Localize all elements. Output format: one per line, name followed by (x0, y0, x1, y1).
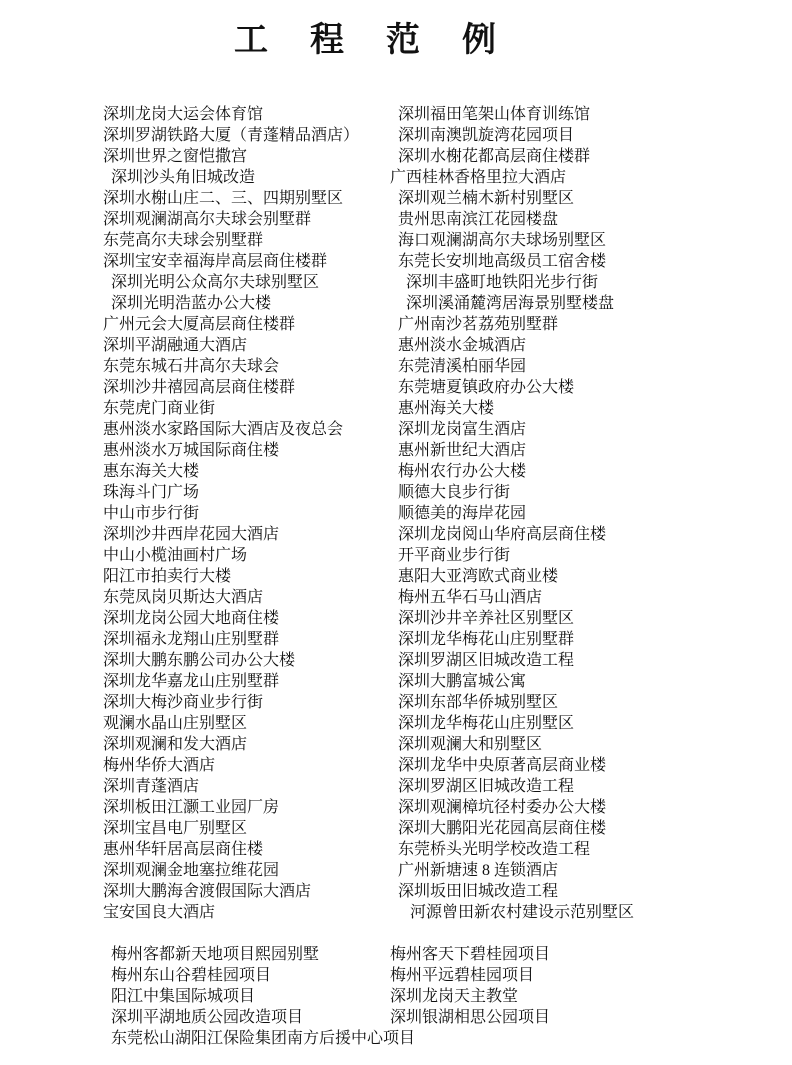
project-row (0, 629, 792, 650)
project-name-left: 深圳观澜和发大酒店 (103, 736, 248, 753)
project-name-right: 深圳大鹏阳光花园高层商住楼 (390, 820, 607, 837)
project-row (0, 1007, 792, 1028)
project-name-left: 惠东海关大楼 (103, 463, 200, 480)
project-row (0, 314, 792, 335)
project-name-left: 深圳龙岗公园大地商住楼 (103, 610, 280, 627)
project-name-right: 惠州淡水金城酒店 (390, 337, 527, 354)
project-name-right: 惠州海关大楼 (390, 400, 495, 417)
project-name-left: 东莞东城石井高尔夫球会 (103, 358, 280, 375)
project-row (0, 440, 792, 461)
project-row (0, 860, 792, 881)
project-row (0, 377, 792, 398)
project-row (0, 188, 792, 209)
project-name-left: 深圳水榭山庄二、三、四期别墅区 (103, 190, 344, 207)
project-name-right: 贵州思南滨江花园楼盘 (390, 211, 559, 228)
project-row (0, 986, 792, 1007)
project-row (0, 650, 792, 671)
project-name-left: 东莞松山湖阳江保险集团南方后援中心项目 (103, 1030, 416, 1047)
project-name-left: 深圳龙华嘉龙山庄别墅群 (103, 673, 280, 690)
project-name-left: 深圳观澜金地塞拉维花园 (103, 862, 280, 879)
project-row (0, 104, 792, 125)
project-name-left: 阳江中集国际城项目 (103, 988, 256, 1005)
project-name-left: 深圳沙井西岸花园大酒店 (103, 526, 280, 543)
project-name-right: 深圳丰盛町地铁阳光步行街 (390, 274, 599, 291)
project-row (0, 839, 792, 860)
project-name-left: 深圳平湖融通大酒店 (103, 337, 248, 354)
project-name-left: 梅州华侨大酒店 (103, 757, 216, 774)
project-name-left: 东莞凤岗贝斯达大酒店 (103, 589, 264, 606)
project-name-left: 深圳宝安幸福海岸高层商住楼群 (103, 253, 328, 270)
project-row (0, 692, 792, 713)
project-row (0, 293, 792, 314)
project-list-bottom (0, 944, 792, 1049)
project-name-left: 深圳光明公众高尔夫球别墅区 (103, 274, 320, 291)
project-row (0, 734, 792, 755)
project-name-left: 阳江市拍卖行大楼 (103, 568, 232, 585)
project-row (0, 545, 792, 566)
project-row (0, 902, 792, 923)
project-name-right: 广州南沙茗荔苑别墅群 (390, 316, 559, 333)
project-name-left: 深圳罗湖铁路大厦（青蓬精品酒店） (103, 127, 360, 144)
project-name-left: 深圳板田江灏工业园厂房 (103, 799, 280, 816)
project-name-right: 深圳东部华侨城别墅区 (390, 694, 559, 711)
project-row (0, 209, 792, 230)
project-name-right: 东莞长安圳地高级员工宿舍楼 (390, 253, 607, 270)
project-name-right: 深圳溪涌麓湾居海景别墅楼盘 (390, 295, 615, 312)
project-name-right: 东莞清溪柏丽华园 (390, 358, 527, 375)
project-row (0, 125, 792, 146)
project-row (0, 755, 792, 776)
project-name-right: 深圳银湖相思公园项目 (390, 1009, 551, 1026)
project-name-left: 梅州客都新天地项目熙园别墅 (103, 946, 320, 963)
project-name-left: 深圳观澜湖高尔夫球会别墅群 (103, 211, 312, 228)
project-name-right: 深圳龙岗富生酒店 (390, 421, 527, 438)
project-name-left: 深圳大鹏东鹏公司办公大楼 (103, 652, 296, 669)
project-row (0, 272, 792, 293)
project-name-right: 梅州客天下碧桂园项目 (390, 946, 551, 963)
project-name-right: 深圳龙岗天主教堂 (390, 988, 519, 1005)
project-row (0, 671, 792, 692)
project-name-left: 深圳宝昌电厂别墅区 (103, 820, 248, 837)
project-name-left: 东莞虎门商业街 (103, 400, 216, 417)
project-name-left: 惠州淡水万城国际商住楼 (103, 442, 280, 459)
project-name-right: 深圳沙井辛养社区别墅区 (390, 610, 575, 627)
project-name-right: 深圳龙华梅花山庄别墅区 (390, 715, 575, 732)
project-name-right: 河源曾田新农村建设示范别墅区 (390, 904, 635, 921)
page-title: 工程范例 (234, 22, 538, 59)
project-row (0, 608, 792, 629)
project-row (0, 566, 792, 587)
project-name-left: 中山小榄油画村广场 (103, 547, 248, 564)
project-name-left: 深圳福永龙翔山庄别墅群 (103, 631, 280, 648)
project-name-right: 深圳观兰楠木新村别墅区 (390, 190, 575, 207)
project-name-right: 顺德大良步行街 (390, 484, 511, 501)
project-name-right: 海口观澜湖高尔夫球场别墅区 (390, 232, 607, 249)
project-row (0, 524, 792, 545)
project-name-right: 深圳观澜大和别墅区 (390, 736, 543, 753)
project-name-right: 深圳大鹏富城公寓 (390, 673, 527, 690)
project-row (0, 965, 792, 986)
project-row (0, 818, 792, 839)
project-row (0, 167, 792, 188)
project-name-left: 深圳沙井禧园高层商住楼群 (103, 379, 296, 396)
project-row (0, 230, 792, 251)
project-row (0, 587, 792, 608)
project-name-right: 惠州新世纪大酒店 (390, 442, 527, 459)
project-name-right: 深圳南澳凯旋湾花园项目 (390, 127, 575, 144)
project-name-left: 深圳世界之窗恺撒宫 (103, 148, 248, 165)
project-name-left: 深圳平湖地质公园改造项目 (103, 1009, 304, 1026)
project-row (0, 461, 792, 482)
project-name-left: 深圳大鹏海舍渡假国际大酒店 (103, 883, 312, 900)
project-name-right: 梅州农行办公大楼 (390, 463, 527, 480)
project-name-left: 宝安国良大酒店 (103, 904, 216, 921)
project-name-right: 深圳福田笔架山体育训练馆 (390, 106, 591, 123)
project-name-right: 顺德美的海岸花园 (390, 505, 527, 522)
project-row (0, 776, 792, 797)
project-name-right: 深圳坂田旧城改造工程 (390, 883, 559, 900)
project-row (0, 1028, 792, 1049)
project-name-left: 广州元会大厦高层商住楼群 (103, 316, 296, 333)
project-name-right: 深圳罗湖区旧城改造工程 (390, 778, 575, 795)
project-row (0, 797, 792, 818)
project-list-main (0, 104, 792, 923)
project-name-left: 珠海斗门广场 (103, 484, 200, 501)
project-name-left: 深圳青蓬酒店 (103, 778, 200, 795)
project-name-right: 开平商业步行街 (390, 547, 511, 564)
project-row (0, 335, 792, 356)
project-name-right: 广西桂林香格里拉大酒店 (390, 169, 567, 186)
project-name-left: 中山市步行街 (103, 505, 200, 522)
project-name-left: 深圳龙岗大运会体育馆 (103, 106, 264, 123)
project-name-right: 东莞桥头光明学校改造工程 (390, 841, 591, 858)
project-name-right: 深圳龙华中央原著高层商业楼 (390, 757, 607, 774)
project-name-right: 深圳罗湖区旧城改造工程 (390, 652, 575, 669)
project-row (0, 419, 792, 440)
project-name-right: 深圳龙华梅花山庄别墅群 (390, 631, 575, 648)
project-name-left: 惠州淡水家路国际大酒店及夜总会 (103, 421, 344, 438)
project-row (0, 356, 792, 377)
project-name-left: 深圳光明浩蓝办公大楼 (103, 295, 272, 312)
project-name-right: 深圳观澜樟坑径村委办公大楼 (390, 799, 607, 816)
project-name-right: 梅州平远碧桂园项目 (390, 967, 535, 984)
project-name-right: 梅州五华石马山酒店 (390, 589, 543, 606)
project-name-right: 深圳龙岗阅山华府高层商住楼 (390, 526, 607, 543)
project-name-right (390, 1028, 792, 1049)
project-row (0, 398, 792, 419)
project-name-left: 深圳大梅沙商业步行街 (103, 694, 264, 711)
project-name-left: 东莞高尔夫球会别墅群 (103, 232, 264, 249)
project-name-left: 梅州东山谷碧桂园项目 (103, 967, 272, 984)
project-row (0, 881, 792, 902)
project-name-left: 深圳沙头角旧城改造 (103, 169, 256, 186)
project-name-right: 广州新塘速 8 连锁酒店 (390, 862, 559, 879)
project-row (0, 482, 792, 503)
project-name-right: 深圳水榭花都高层商住楼群 (390, 148, 591, 165)
project-row (0, 251, 792, 272)
project-row (0, 944, 792, 965)
project-row (0, 713, 792, 734)
project-row (0, 146, 792, 167)
project-name-left: 观澜水晶山庄别墅区 (103, 715, 248, 732)
project-row (0, 503, 792, 524)
project-name-right: 惠阳大亚湾欧式商业楼 (390, 568, 559, 585)
project-name-left: 惠州华轩居高层商住楼 (103, 841, 264, 858)
project-name-right: 东莞塘夏镇政府办公大楼 (390, 379, 575, 396)
